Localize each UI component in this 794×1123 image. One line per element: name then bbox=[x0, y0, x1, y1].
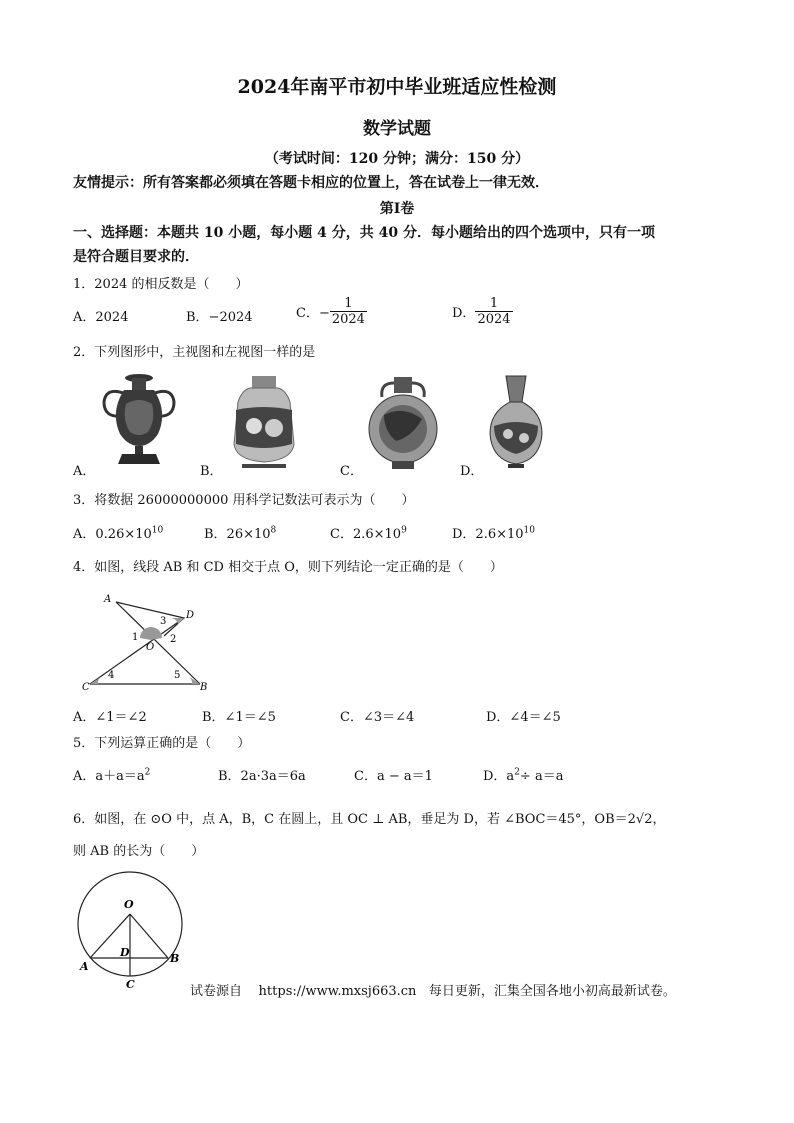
q4-label-d: D bbox=[186, 610, 195, 621]
q3-b-base: B．26×10 bbox=[204, 527, 271, 542]
q1-option-d bbox=[452, 296, 513, 327]
subject-title: 数学试题 bbox=[363, 119, 431, 139]
vase-b-image bbox=[228, 374, 300, 470]
q4-angle-1: 1 bbox=[132, 632, 139, 643]
q5-option-a bbox=[73, 765, 150, 784]
q6-label-c: C bbox=[126, 978, 135, 990]
q6-stem-line2: 则 AB 的长为（ ） bbox=[73, 844, 205, 859]
q4-figure bbox=[78, 590, 218, 694]
q4-label-a: A bbox=[104, 594, 112, 605]
q3-stem: 3．将数据 26000000000 用科学记数法可表示为（ ） bbox=[73, 493, 415, 508]
q4-option-b: B．∠1＝∠5 bbox=[202, 710, 276, 725]
q3-option-c bbox=[330, 523, 407, 542]
q6-label-d: D bbox=[120, 946, 130, 959]
q1-c-num: 1 bbox=[344, 296, 353, 311]
q6-label-o: O bbox=[124, 898, 134, 911]
q2-stem: 2．下列图形中，主视图和左视图一样的是 bbox=[73, 345, 316, 360]
q4-angle-5: 5 bbox=[174, 670, 181, 681]
volume-label: 第Ⅰ卷 bbox=[379, 201, 415, 217]
q5-option-c: C．a − a＝1 bbox=[354, 769, 433, 784]
exam-title: 2024年南平市初中毕业班适应性检测 bbox=[237, 76, 557, 98]
q5-d-text2: ÷ a＝a bbox=[519, 769, 564, 784]
q2-option-d: D． bbox=[460, 464, 484, 479]
q1-option-a: A．2024 bbox=[73, 310, 129, 325]
q4-label-c: C bbox=[82, 682, 90, 693]
q4-option-c: C．∠3＝∠4 bbox=[340, 710, 415, 725]
vase-c-image bbox=[366, 375, 440, 471]
footer-slogan: 每日更新，汇集全国各地小初高最新试卷。 bbox=[428, 984, 676, 999]
notice: 友情提示：所有答案都必须填在答题卡相应的位置上，答在试卷上一律无效． bbox=[73, 175, 549, 191]
q3-c-base: C．2.6×10 bbox=[330, 527, 402, 542]
q3-b-exp: 8 bbox=[270, 525, 277, 536]
q4-option-a: A．∠1＝∠2 bbox=[73, 710, 147, 725]
q4-angle-2: 2 bbox=[170, 634, 177, 645]
exam-info: （考试时间：120 分钟；满分：150 分） bbox=[264, 151, 530, 167]
q1-d-fraction bbox=[475, 296, 512, 327]
q4-stem: 4．如图，线段 AB 和 CD 相交于点 O，则下列结论一定正确的是（ ） bbox=[73, 560, 503, 575]
q3-d-base: D．2.6×10 bbox=[452, 527, 524, 542]
q5-d-exp: 2 bbox=[514, 767, 520, 778]
q5-stem: 5．下列运算正确的是（ ） bbox=[73, 736, 251, 751]
q1-c-fraction bbox=[330, 296, 367, 327]
q1-c-prefix: C．− bbox=[296, 306, 330, 321]
q5-option-b: B．2a·3a＝6a bbox=[218, 769, 306, 784]
q4-label-b: B bbox=[200, 682, 208, 693]
q6-label-a: A bbox=[80, 960, 89, 973]
footer-url[interactable]: https://www.mxsj663.cn bbox=[258, 984, 417, 999]
q5-d-text1: D．a bbox=[483, 769, 515, 784]
section1-line1: 一、选择题：本题共 10 小题，每小题 4 分，共 40 分．每小题给出的四个选项中，只有一项 bbox=[73, 225, 655, 241]
q1-stem: 1．2024 的相反数是（ ） bbox=[73, 277, 249, 292]
q1-d-prefix: D． bbox=[452, 306, 476, 321]
q4-angle-3: 3 bbox=[160, 616, 167, 627]
footer-source: 试卷源自 bbox=[190, 984, 243, 999]
q1-d-den: 2024 bbox=[477, 312, 511, 327]
q4-angle-4: 4 bbox=[108, 670, 115, 681]
q1-c-den: 2024 bbox=[331, 312, 365, 327]
q6-stem-line1: 6．如图，在 ⊙O 中，点 A，B，C 在圆上，且 OC ⊥ AB，垂足为 D，若 ∠BOC＝45°，OB＝2√2， bbox=[73, 812, 666, 827]
q3-d-exp: 10 bbox=[523, 525, 535, 536]
vase-d-image bbox=[486, 374, 546, 470]
q3-option-a bbox=[73, 523, 163, 542]
q5-option-d bbox=[483, 765, 563, 784]
q2-option-a: A． bbox=[73, 464, 96, 479]
q1-option-c bbox=[296, 296, 367, 327]
q1-d-num: 1 bbox=[489, 296, 499, 311]
q3-a-exp: 10 bbox=[151, 525, 164, 536]
q3-a-base: A．0.26×10 bbox=[73, 527, 152, 542]
q4-option-d: D．∠4＝∠5 bbox=[486, 710, 561, 725]
q1-option-b: B．−2024 bbox=[186, 310, 253, 325]
vase-a-image bbox=[98, 372, 180, 468]
q3-option-d bbox=[452, 523, 535, 542]
footer-line bbox=[190, 980, 676, 999]
q2-option-b: B． bbox=[200, 464, 223, 479]
q2-option-c: C． bbox=[340, 464, 363, 479]
q3-option-b bbox=[204, 523, 276, 542]
section1-line2: 是符合题目要求的． bbox=[73, 249, 199, 265]
q4-label-o: O bbox=[146, 642, 155, 653]
q6-figure bbox=[76, 868, 188, 990]
q3-c-exp: 9 bbox=[401, 525, 407, 536]
q6-label-b: B bbox=[170, 952, 180, 965]
q5-a-text: A．a＋a＝a bbox=[73, 769, 145, 784]
q5-a-exp: 2 bbox=[144, 767, 151, 778]
